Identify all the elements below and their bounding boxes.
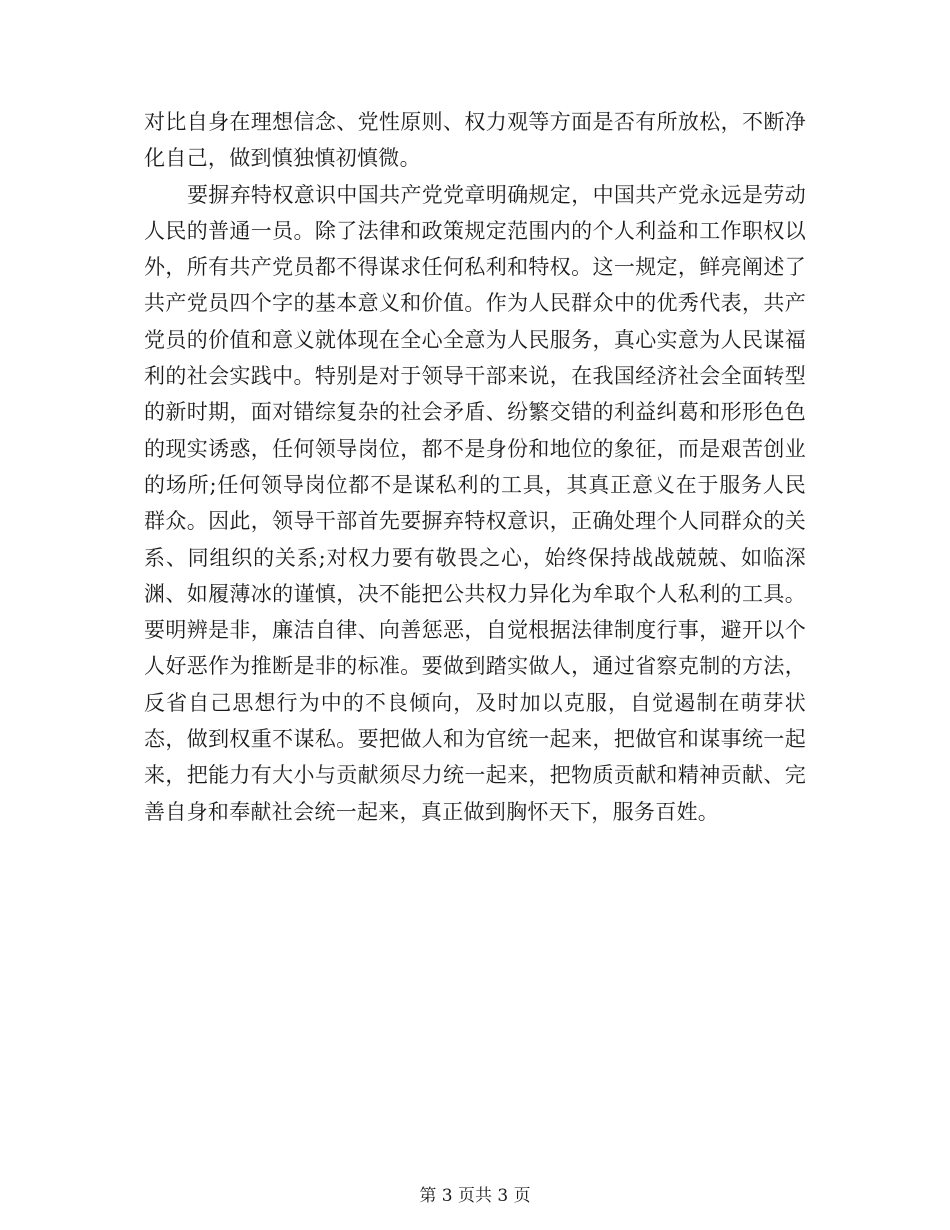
- document-body: [144, 104, 806, 830]
- page-footer: 第 3 页共 3 页: [419, 1186, 531, 1206]
- paragraph-privilege-awareness: 要摒弃特权意识中国共产党党章明确规定，中国共产党永远是劳动人民的普通一员。除了法律和政策规定范围内的个人利益和工作职权以外，所有共产党员都不得谋求任何私利和特权。这一规定，鲜亮阐述了共产党员四个字的基本意义和价值。作为人民群众中的优秀代表，共产党员的价值和意义就体现在全心全意为人民服务，真心实意为人民谋福利的社会实践中。特别是对于领导干部来说，在我国经济社会全面转型的新时期，面对错综复杂的社会矛盾、纷繁交错的利益纠葛和形形色色的现实诱惑，任何领导岗位，都不是身份和地位的象征，而是艰苦创业的场所;任何领导岗位都不是谋私利的工具，其真正意义在于服务人民群众。因此，领导干部首先要摒弃特权意识，正确处理个人同群众的关系、同组织的关系;对权力要有敬畏之心，始终保持战战兢兢、如临深渊、如履薄冰的谨慎，决不能把公共权力异化为牟取个人私利的工具。要明辨是非，廉洁自律、向善惩恶，自觉根据法律制度行事，避开以个人好恶作为推断是非的标准。要做到踏实做人，通过省察克制的方法，反省自己思想行为中的不良倾向，及时加以克服，自觉遏制在萌芽状态，做到权重不谋私。要把做人和为官统一起来，把做官和谋事统一起来，把能力有大小与贡献须尽力统一起来，把物质贡献和精神贡献、完善自身和奉献社会统一起来，真正做到胸怀天下，服务百姓。: [144, 182, 806, 824]
- paragraph-continued: 对比自身在理想信念、党性原则、权力观等方面是否有所放松，不断净化自己，做到慎独慎初慎微。: [144, 110, 806, 171]
